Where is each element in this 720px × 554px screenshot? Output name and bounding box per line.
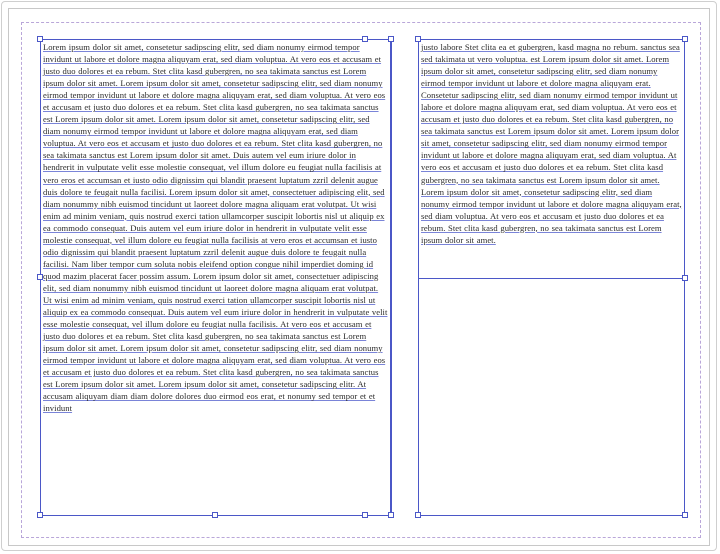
resize-handle[interactable] (682, 36, 688, 42)
resize-handle[interactable] (362, 512, 368, 518)
resize-handle[interactable] (37, 512, 43, 518)
resize-handle[interactable] (415, 36, 421, 42)
resize-handle[interactable] (212, 512, 218, 518)
resize-handle[interactable] (682, 512, 688, 518)
resize-handle[interactable] (362, 36, 368, 42)
resize-handle[interactable] (388, 36, 394, 42)
text-frame-right-content[interactable]: justo labore Stet clita ea et gubergren, kasd magna no rebum. sanctus sea sed takimata ut vero voluptua. est Lorem ipsum dolor sit amet. Lorem ipsum dolor sit amet, consetetur sadipscing elitr, sed diam nonumy eirmod tempor invidunt ut labore et dolore magna aliquyam erat. Consetetur sadipscing elitr, sed diam nonumy eirmod tempor invidunt ut labore et dolore magna aliquyam erat, sed diam voluptua. At vero eos et accusam et justo duo dolores et ea rebum. Stet clita kasd gubergren, no sea takimata sanctus est Lorem ipsum dolor sit amet. Lorem ipsum dolor sit amet, consetetur sadipscing elitr, sed diam nonumy eirmod tempor invidunt ut labore et dolore magna aliquyam erat, sed diam voluptua. At vero eos et accusam et justo duo dolores et ea rebum. Stet clita kasd gubergren, no sea takimata sanctus est Lorem ipsum dolor sit amet. Lorem ipsum dolor sit amet, consetetur sadipscing elitr, sed diam nonumy eirmod tempor invidunt ut labore et dolore magna aliquyam erat, sed diam voluptua. At vero eos et accusam et justo duo dolores et ea rebum. Stet clita kasd gubergren, no sea takimata sanctus est Lorem ipsum dolor sit amet. (421, 42, 682, 245)
resize-handle[interactable] (682, 275, 688, 281)
resize-handle[interactable] (415, 512, 421, 518)
row-guide (418, 278, 685, 279)
resize-handle[interactable] (388, 512, 394, 518)
text-frame-left-content[interactable]: Lorem ipsum dolor sit amet, consetetur sadipscing elitr, sed diam nonumy eirmod tempor invidunt ut labore et dolore magna aliquyam erat, sed diam voluptua. At vero eos et accusam et justo duo dolores et ea rebum. Stet clita kasd gubergren, no sea takimata sanctus est Lorem ipsum dolor sit amet. Lorem ipsum dolor sit amet, consetetur sadipscing elitr, sed diam nonumy eirmod tempor invidunt ut labore et dolore magna aliquyam erat, sed diam voluptua. At vero eos et accusam et justo duo dolores et ea rebum. Stet clita kasd gubergren, no sea takimata sanctus est Lorem ipsum dolor sit amet. Lorem ipsum dolor sit amet, consetetur sadipscing elitr, sed diam nonumy eirmod tempor invidunt ut labore et dolore magna aliquyam erat, sed diam voluptua. At vero eos et accusam et justo duo dolores et ea rebum. Stet clita kasd gubergren, no sea takimata sanctus est Lorem ipsum dolor sit amet. Duis autem vel eum iriure dolor in hendrerit in vulputate velit esse molestie consequat, vel illum dolore eu feugiat nulla facilisis at vero eros et accumsan et iusto odio dignissim qui blandit praesent luptatum zzril delenit augue duis dolore te feugait nulla facilisi. Lorem ipsum dolor sit amet, consectetuer adipiscing elit, sed diam nonummy nibh euismod tincidunt ut laoreet dolore magna aliquam erat volutpat. Ut wisi enim ad minim veniam, quis nostrud exerci tation ullamcorper suscipit lobortis nisl ut aliquip ex ea commodo consequat. Duis autem vel eum iriure dolor in hendrerit in vulputate velit esse molestie consequat, vel illum dolore eu feugiat nulla facilisis at vero eros et accumsan et iusto odio dignissim qui blandit praesent luptatum zzril delenit augue duis dolore te feugait nulla facilisi. Nam liber tempor cum soluta nobis eleifend option congue nihil imperdiet doming id quod mazim placerat facer possim assum. Lorem ipsum dolor sit amet, consectetuer adipiscing elit, sed diam nonummy nibh euismod tincidunt ut laoreet dolore magna aliquam erat volutpat. Ut wisi enim ad minim veniam, quis nostrud exerci tation ullamcorper suscipit lobortis nisl ut aliquip ex ea commodo consequat. Duis autem vel eum iriure dolor in hendrerit in vulputate velit esse molestie consequat, vel illum dolore eu feugiat nulla facilisis. At vero eos et accusam et justo duo dolores et ea rebum. Stet clita kasd gubergren, no sea takimata sanctus est Lorem ipsum dolor sit amet. Lorem ipsum dolor sit amet, consetetur sadipscing elitr, sed diam nonumy eirmod tempor invidunt ut labore et dolore magna aliquyam erat, sed diam voluptua. At vero eos et accusam et justo duo dolores et ea rebum. Stet clita kasd gubergren, no sea takimata sanctus est Lorem ipsum dolor sit amet. Lorem ipsum dolor sit amet, consetetur sadipscing elitr. At accusam aliquyam diam diam dolore dolores duo eirmod eos erat, et nonumy sed tempor et et invidunt (43, 42, 388, 414)
text-frame-left[interactable] (40, 39, 391, 516)
resize-handle[interactable] (37, 36, 43, 42)
resize-handle[interactable] (37, 274, 43, 280)
column-guide (391, 39, 392, 516)
